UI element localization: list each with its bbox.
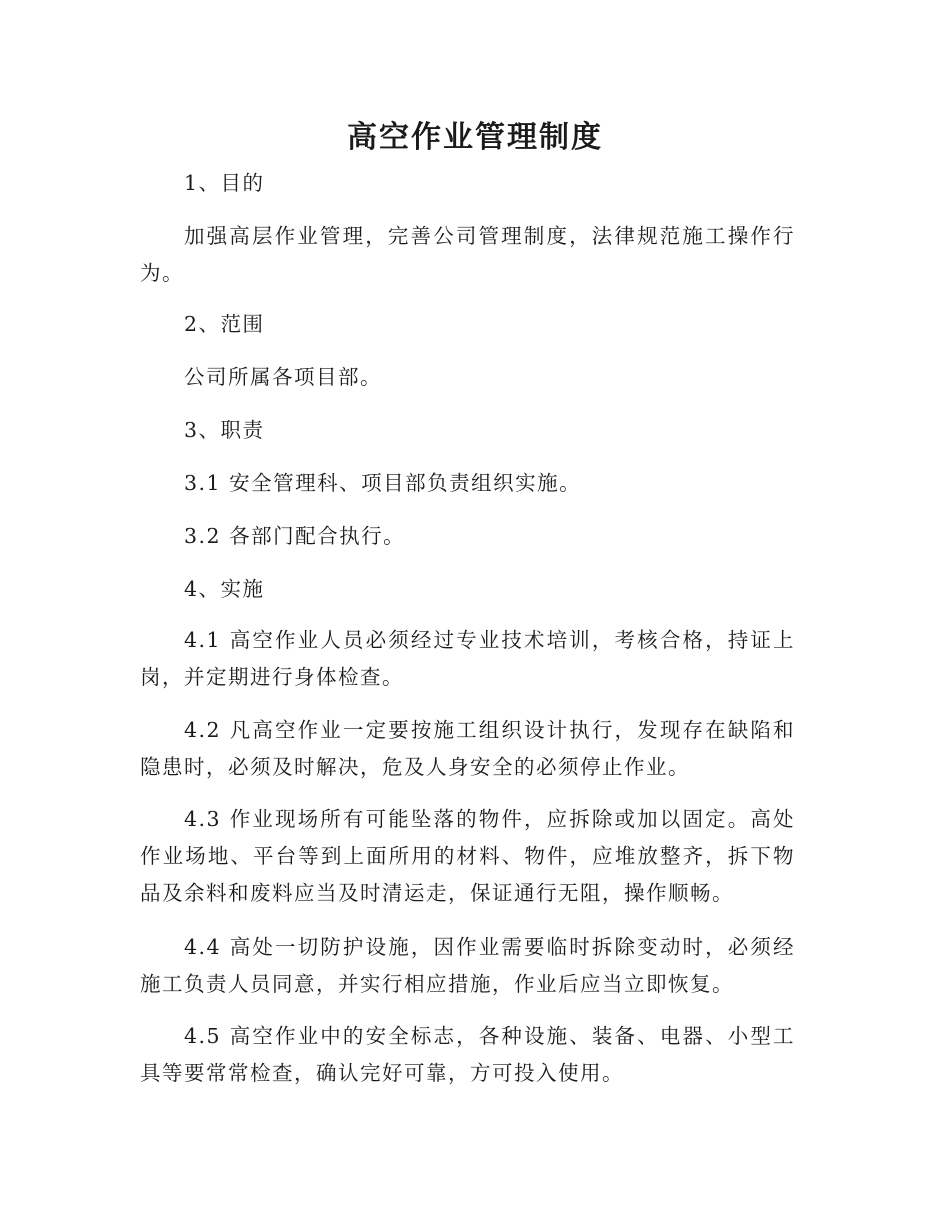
paragraph-duty-3-1: 3.1 安全管理科、项目部负责组织实施。 [184, 471, 582, 495]
paragraph-item-4-2: 4.2 凡高空作业一定要按施工组织设计执行，发现存在缺陷和隐患时，必须及时解决，危及人身安全的必须停止作业。 [140, 718, 795, 779]
paragraph-scope: 公司所属各项目部。 [184, 365, 382, 389]
paragraph-item-4-1: 4.1 高空作业人员必须经过专业技术培训，考核合格，持证上岗，并定期进行身体检查。 [140, 628, 795, 689]
section-heading-scope: 2、范围 [184, 312, 265, 336]
section-heading-purpose: 1、目的 [184, 171, 265, 195]
paragraph-item-4-5: 4.5 高空作业中的安全标志，各种设施、装备、电器、小型工具等要常常检查，确认完好可靠，方可投入使用。 [140, 1024, 795, 1085]
paragraph-item-4-3: 4.3 作业现场所有可能坠落的物件，应拆除或加以固定。高处作业场地、平台等到上面所用的材料、物件，应堆放整齐，拆下物品及余料和废料应当及时清运走，保证通行无阻，操作顺畅。 [140, 807, 795, 905]
paragraph-purpose: 加强高层作业管理，完善公司管理制度，法律规范施工操作行为。 [140, 224, 795, 285]
paragraph-item-4-4: 4.4 高处一切防护设施，因作业需要临时拆除变动时，必须经施工负责人员同意，并实行相应措施，作业后应当立即恢复。 [140, 935, 795, 996]
section-heading-implementation: 4、实施 [184, 577, 265, 601]
paragraph-duty-3-2: 3.2 各部门配合执行。 [184, 524, 406, 548]
document-title: 高空作业管理制度 [347, 120, 603, 155]
section-heading-duties: 3、职责 [184, 418, 265, 442]
